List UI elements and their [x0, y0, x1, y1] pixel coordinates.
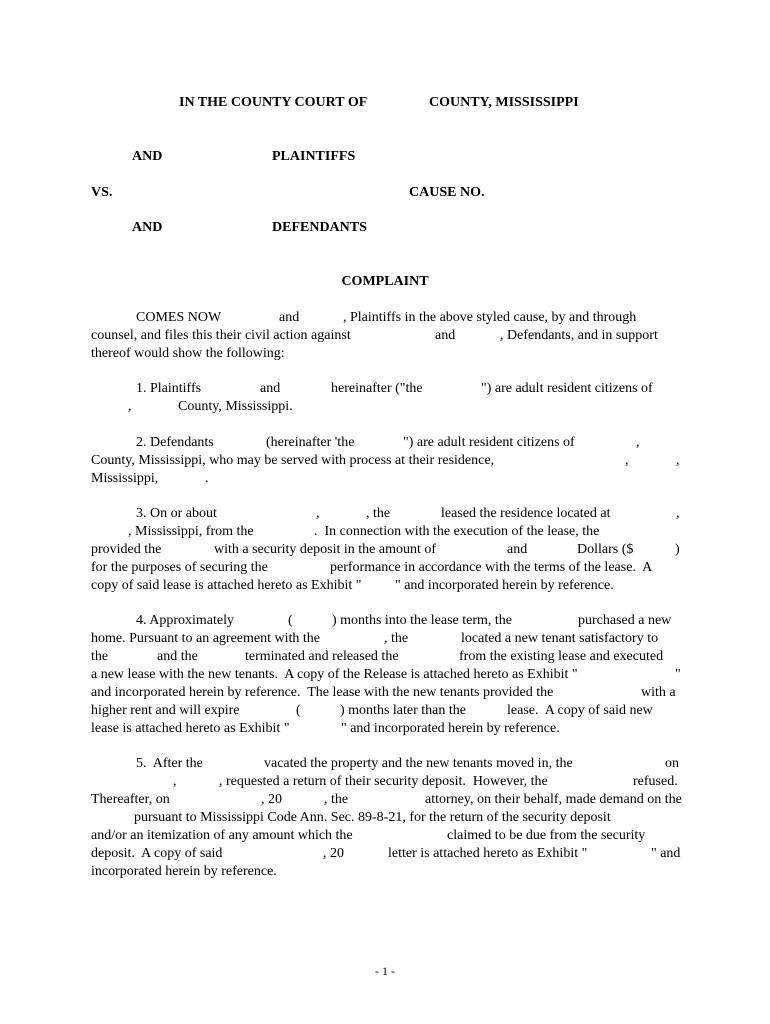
text-fragment: ") are adult resident citizens of: [403, 435, 575, 450]
text-fragment: from the existing lease and executed: [459, 649, 664, 664]
text-fragment: deposit. A copy of said: [91, 846, 223, 861]
text-fragment: " and incorporated herein by reference.: [395, 578, 614, 593]
text-fragment: ,: [173, 774, 177, 789]
text-fragment: 5. After the: [136, 756, 203, 771]
text-fragment: (: [296, 703, 301, 718]
court-line-left: IN THE COUNTY COURT OF: [179, 95, 368, 110]
text-fragment: , the: [384, 631, 409, 646]
text-fragment: , 20: [323, 846, 344, 861]
text-fragment: " and: [651, 846, 681, 861]
text-fragment: thereof would show the following:: [91, 346, 285, 361]
text-fragment: , Mississippi, from the: [128, 524, 254, 539]
text-fragment: pursuant to Mississippi Code Ann. Sec. 89-8-21, for the return of the security deposit: [134, 810, 611, 825]
text-fragment: , the: [324, 792, 349, 807]
text-fragment: Mississippi,: [91, 471, 159, 486]
text-fragment: and: [435, 328, 456, 343]
text-fragment: , 20: [261, 792, 282, 807]
text-fragment: ,: [676, 506, 680, 521]
text-fragment: ") are adult resident citizens of: [481, 381, 653, 396]
text-fragment: , requested a return of their security deposit. However, the: [219, 774, 548, 789]
caption-and-defendants: AND: [132, 220, 163, 235]
text-fragment: hereinafter ("the: [331, 381, 423, 396]
text-fragment: for the purposes of securing the: [91, 560, 268, 575]
text-fragment: and: [507, 542, 528, 557]
text-fragment: on: [665, 756, 679, 771]
text-fragment: . In connection with the execution of the lease, the: [314, 524, 600, 539]
text-fragment: and the: [157, 649, 198, 664]
text-fragment: located a new tenant satisfactory to: [461, 631, 659, 646]
page-number: - 1 -: [375, 964, 395, 978]
text-fragment: County, Mississippi.: [178, 399, 293, 414]
plaintiffs-label: PLAINTIFFS: [272, 149, 356, 164]
text-fragment: ,: [316, 506, 320, 521]
text-fragment: ,: [625, 453, 629, 468]
text-fragment: terminated and released the: [245, 649, 399, 664]
text-fragment: higher rent and will expire: [91, 703, 240, 718]
text-fragment: claimed to be due from the security: [447, 828, 646, 843]
text-fragment: 2. Defendants: [136, 435, 214, 450]
text-fragment: , Defendants, and in support: [500, 328, 658, 343]
text-fragment: 4. Approximately: [136, 613, 234, 628]
versus-label: VS.: [91, 185, 113, 200]
text-fragment: performance in accordance with the terms of the lease. A: [330, 560, 653, 575]
text-fragment: and: [279, 310, 300, 325]
text-fragment: ,: [676, 453, 680, 468]
cause-number-label: CAUSE NO.: [409, 185, 485, 200]
text-fragment: (hereinafter 'the: [266, 435, 355, 450]
text-fragment: and incorporated herein by reference. The lease with the new tenants provided the: [91, 685, 554, 700]
text-fragment: 1. Plaintiffs: [136, 381, 202, 396]
text-fragment: home. Pursuant to an agreement with the: [91, 631, 320, 646]
defendants-label: DEFENDANTS: [272, 220, 367, 235]
text-fragment: ,: [128, 399, 132, 414]
text-fragment: County, Mississippi, who may be served with process at their residence,: [91, 453, 495, 468]
text-fragment: and: [260, 381, 281, 396]
text-fragment: " and incorporated herein by reference.: [341, 721, 560, 736]
text-fragment: with a: [641, 685, 676, 700]
text-fragment: letter is attached hereto as Exhibit ": [388, 846, 588, 861]
text-fragment: provided the: [91, 542, 162, 557]
text-fragment: Dollars ($: [577, 542, 634, 557]
text-fragment: ": [675, 667, 681, 682]
text-fragment: with a security deposit in the amount of: [214, 542, 437, 557]
text-fragment: purchased a new: [578, 613, 672, 628]
text-fragment: leased the residence located at: [441, 506, 611, 521]
text-fragment: ) months into the lease term, the: [332, 613, 513, 628]
text-fragment: (: [288, 613, 293, 628]
text-fragment: COMES NOW: [136, 310, 222, 325]
text-fragment: 3. On or about: [136, 506, 217, 521]
text-fragment: refused.: [633, 774, 678, 789]
text-fragment: a new lease with the new tenants. A copy of the Release is attached hereto as Exhibit ": [91, 667, 578, 682]
court-line-right: COUNTY, MISSISSIPPI: [429, 95, 579, 110]
text-fragment: ) months later than the: [340, 703, 466, 718]
text-fragment: vacated the property and the new tenants moved in, the: [264, 756, 573, 771]
text-fragment: Thereafter, on: [91, 792, 170, 807]
document-title: COMPLAINT: [341, 274, 429, 289]
text-fragment: ,: [636, 435, 640, 450]
text-fragment: , Plaintiffs in the above styled cause, by and through: [343, 310, 637, 325]
text-fragment: incorporated herein by reference.: [91, 864, 277, 879]
text-fragment: lease is attached hereto as Exhibit ": [91, 721, 290, 736]
text-fragment: , the: [366, 506, 391, 521]
text-fragment: the: [91, 649, 109, 664]
text-fragment: .: [205, 471, 209, 486]
text-fragment: ): [675, 542, 680, 557]
text-fragment: attorney, on their behalf, made demand on the: [425, 792, 682, 807]
caption-and-plaintiffs: AND: [132, 149, 163, 164]
text-fragment: lease. A copy of said new: [507, 703, 653, 718]
text-fragment: copy of said lease is attached hereto as Exhibit ": [91, 578, 362, 593]
text-fragment: counsel, and files this their civil action against: [91, 328, 351, 343]
text-fragment: and/or an itemization of any amount which the: [91, 828, 353, 843]
